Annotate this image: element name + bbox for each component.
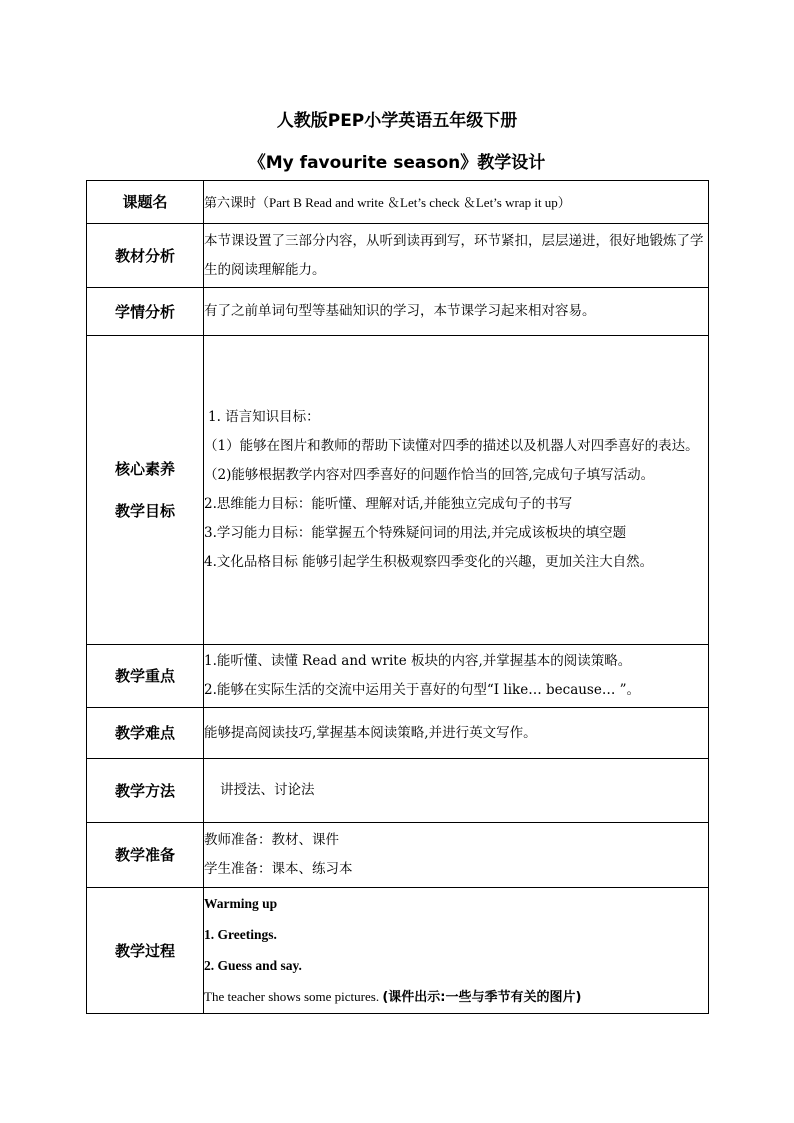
process-step3-text: The teacher shows some pictures. xyxy=(204,989,383,1004)
goal-item: 3.学习能力目标：能掌握五个特殊疑问词的用法,并完成该板块的填空题 xyxy=(204,525,627,541)
row-method xyxy=(87,759,709,823)
content-difficulty: 能够提高阅读技巧,掌握基本阅读策略,并进行英文写作。 xyxy=(204,708,709,759)
process-step: 1. Greetings. xyxy=(204,927,277,942)
content-method: 讲授法、讨论法 xyxy=(204,759,709,823)
label-topic: 课题名 xyxy=(87,181,204,224)
process-step xyxy=(204,981,708,1013)
row-material xyxy=(87,224,709,288)
prep-item: 学生准备：课本、练习本 xyxy=(204,861,353,877)
content-prep xyxy=(204,823,709,888)
key-item: 2.能够在实际生活的交流中运用关于喜好的句型“I like… because… ”。 xyxy=(204,682,641,698)
label-key: 教学重点 xyxy=(87,645,204,708)
content-goals xyxy=(204,336,709,645)
prep-item: 教师准备：教材、课件 xyxy=(204,832,339,848)
lesson-plan-table xyxy=(86,180,709,1014)
document-title-line1: 人教版PEP小学英语五年级下册 xyxy=(276,111,518,131)
label-material: 教材分析 xyxy=(87,224,204,288)
process-heading: Warming up xyxy=(204,896,278,911)
row-difficulty xyxy=(87,708,709,759)
label-goals-line1: 核心素养 xyxy=(114,460,175,478)
row-process xyxy=(87,888,709,1014)
goal-item: （2)能够根据教学内容对四季喜好的问题作恰当的回答,完成句子填写活动。 xyxy=(204,467,655,483)
content-process xyxy=(204,888,709,1014)
goal-item: 1. 语言知识目标： xyxy=(208,409,320,425)
label-goals-line2: 教学目标 xyxy=(114,502,175,520)
process-step: 2. Guess and say. xyxy=(204,958,302,973)
label-prep: 教学准备 xyxy=(87,823,204,888)
content-topic: 第六课时（Part B Read and write ＆Let’s check ＆Let’s wrap it up） xyxy=(204,181,709,224)
goal-item: 2.思维能力目标：能听懂、理解对话,并能独立完成句子的书写 xyxy=(204,496,573,512)
label-process: 教学过程 xyxy=(87,888,204,1014)
content-key xyxy=(204,645,709,708)
row-goals xyxy=(87,336,709,645)
label-difficulty: 教学难点 xyxy=(87,708,204,759)
goal-item: 4.文化品格目标 能够引起学生积极观察四季变化的兴趣，更加关注大自然。 xyxy=(204,554,654,570)
content-material: 本节课设置了三部分内容，从听到读再到写，环节紧扣，层层递进，很好地锻炼了学生的阅读理解能力。 xyxy=(204,224,709,288)
row-student xyxy=(87,288,709,336)
label-student: 学情分析 xyxy=(87,288,204,336)
label-goals xyxy=(87,336,204,645)
content-student: 有了之前单词句型等基础知识的学习，本节课学习起来相对容易。 xyxy=(204,288,709,336)
document-title-line2: 《My favourite season》教学设计 xyxy=(248,153,546,173)
goal-item: （1）能够在图片和教师的帮助下读懂对四季的描述以及机器人对四季喜好的表达。 xyxy=(204,438,699,454)
process-step3-note: (课件出示:一些与季节有关的图片) xyxy=(382,990,582,1005)
row-topic xyxy=(87,181,709,224)
label-method: 教学方法 xyxy=(87,759,204,823)
row-key xyxy=(87,645,709,708)
key-item: 1.能听懂、读懂 Read and write 板块的内容,并掌握基本的阅读策略。 xyxy=(204,653,632,669)
row-prep xyxy=(87,823,709,888)
